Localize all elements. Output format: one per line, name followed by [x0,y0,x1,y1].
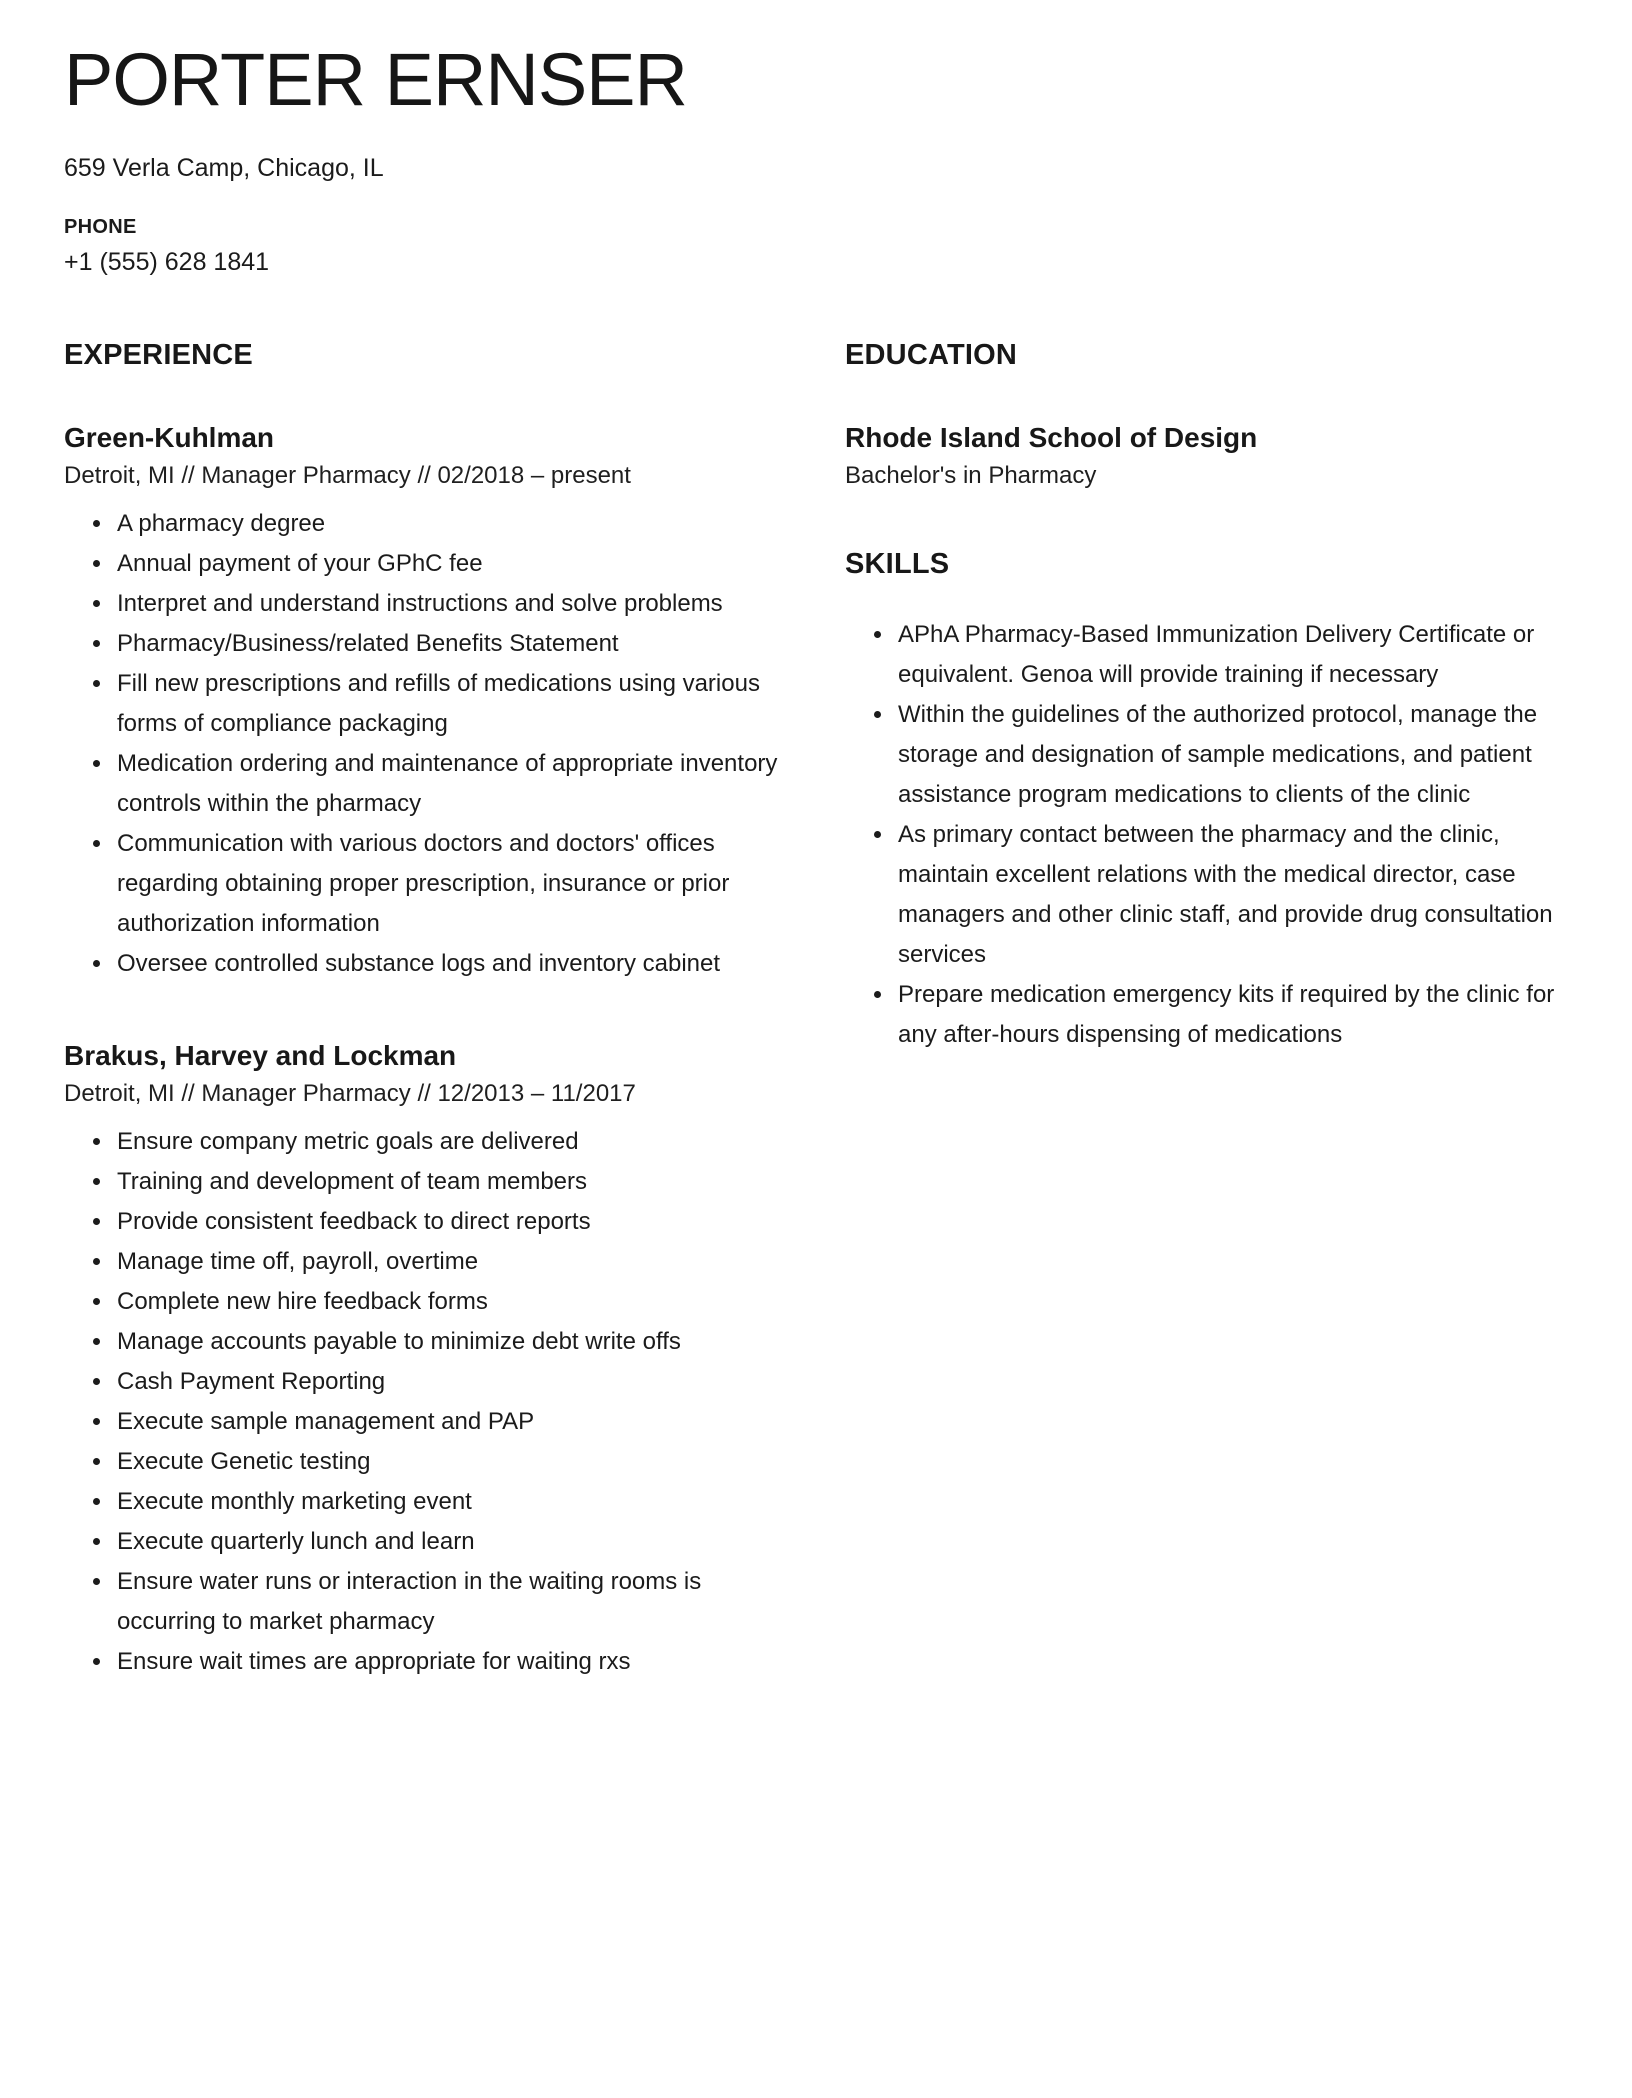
bullet-item: • Provide consistent feedback to direct reports [114,1202,790,1242]
bullet-item: • As primary contact between the pharmacy and the clinic, maintain excellent relations with the medical director, case managers and other clinic staff, and provide drug consultation services [895,815,1590,975]
job-entry-green-kuhlman [64,422,790,984]
bullet-item: • Execute quarterly lunch and learn [114,1522,790,1562]
bullet-item: • APhA Pharmacy-Based Immunization Delivery Certificate or equivalent. Genoa will provide training if necessary [895,615,1590,695]
bullet-item: • Manage accounts payable to minimize debt write offs [114,1322,790,1362]
bullet-item: • Ensure wait times are appropriate for waiting rxs [114,1642,790,1682]
bullet-item: • Execute monthly marketing event [114,1482,790,1522]
job-company: Green-Kuhlman [64,421,275,453]
bullet-item: • Oversee controlled substance logs and inventory cabinet [114,944,790,984]
education-degree: Bachelor's in Pharmacy [845,461,1097,489]
bullet-item: • Complete new hire feedback forms [114,1282,790,1322]
skills-heading: SKILLS [845,547,950,580]
bullet-item: • Ensure water runs or interaction in the waiting rooms is occurring to market pharmacy [114,1562,790,1642]
person-address: 659 Verla Camp, Chicago, IL [64,153,384,182]
job-meta: Detroit, MI // Manager Pharmacy // 12/2013 – 11/2017 [64,1079,636,1107]
bullet-item: • Execute sample management and PAP [114,1402,790,1442]
right-column [845,339,1590,1055]
job-bullet-list [64,1122,790,1682]
job-entry-brakus-harvey-lockman [64,1040,790,1682]
experience-heading: EXPERIENCE [64,338,253,371]
bullet-item: • Ensure company metric goals are delivered [114,1122,790,1162]
education-entry [845,422,1590,490]
phone-label: PHONE [64,215,137,238]
bullet-item: • Manage time off, payroll, overtime [114,1242,790,1282]
resume-header [64,40,1590,277]
bullet-item: • Communication with various doctors and doctors' offices regarding obtaining proper prescription, insurance or prior authorization information [114,824,790,944]
education-heading: EDUCATION [845,338,1018,371]
bullet-item: • Cash Payment Reporting [114,1362,790,1402]
content-columns [64,339,1590,1682]
skills-bullet-list [845,615,1590,1055]
experience-section [64,339,790,1682]
bullet-item: • Medication ordering and maintenance of appropriate inventory controls within the pharmacy [114,744,790,824]
person-name: PORTER ERNSER [64,38,687,121]
skills-section [845,548,1590,1055]
job-company: Brakus, Harvey and Lockman [64,1039,457,1071]
bullet-item: • Training and development of team members [114,1162,790,1202]
bullet-item: • A pharmacy degree [114,504,790,544]
education-section [845,339,1590,490]
bullet-item: • Pharmacy/Business/related Benefits Statement [114,624,790,664]
education-school: Rhode Island School of Design [845,421,1258,453]
bullet-item: • Annual payment of your GPhC fee [114,544,790,584]
bullet-item: • Within the guidelines of the authorized protocol, manage the storage and designation of sample medications, and patient assistance program medications to clients of the clinic [895,695,1590,815]
job-bullet-list [64,504,790,984]
job-meta: Detroit, MI // Manager Pharmacy // 02/2018 – present [64,461,631,489]
bullet-item: • Execute Genetic testing [114,1442,790,1482]
bullet-item: • Interpret and understand instructions and solve problems [114,584,790,624]
bullet-item: • Prepare medication emergency kits if required by the clinic for any after-hours dispensing of medications [895,975,1590,1055]
bullet-item: • Fill new prescriptions and refills of medications using various forms of compliance packaging [114,664,790,744]
phone-number: +1 (555) 628 1841 [64,247,270,276]
